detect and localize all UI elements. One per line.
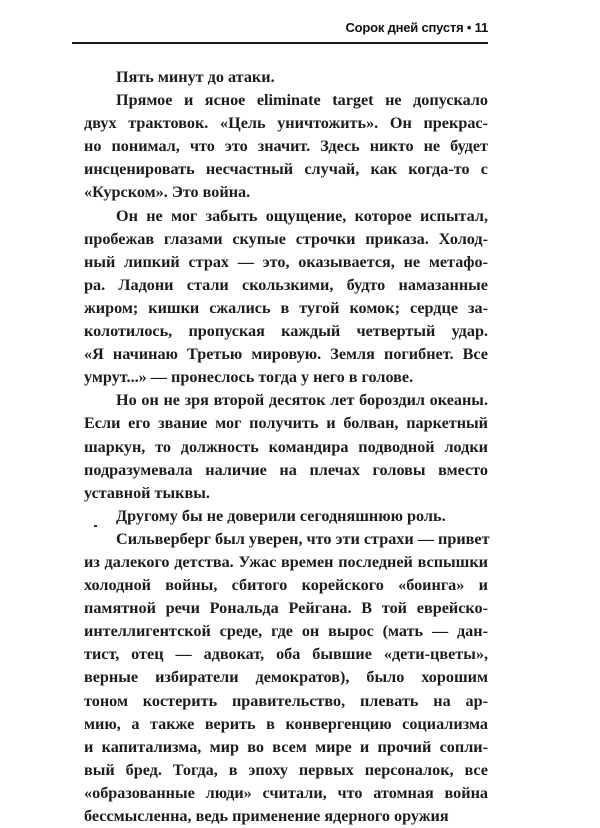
- text-line: «Курском». Это война.: [84, 183, 251, 202]
- text-line: памятной речи Рональда Рейгана. В той еврейско-: [84, 599, 488, 618]
- text-line: интеллигентской среде, где он вырос (мать — дан-: [84, 622, 488, 641]
- body-text: [84, 66, 488, 828]
- running-head-text: Сорок дней спустя • 11: [345, 20, 488, 35]
- text-line: холодной войны, сбитого корейского «боинга» и: [84, 576, 488, 595]
- text-line: шаркун, то должность командира подводной лодки: [84, 437, 488, 456]
- text-line: уставной тыквы.: [84, 483, 210, 502]
- text-line: Он не мог забыть ощущение, которое испытал,: [116, 206, 488, 225]
- text-line: двух трактовок. «Цель уничтожить». Он прекрас-: [84, 114, 488, 133]
- text-line: ра. Ладони стали скользкими, будто намазанные: [84, 275, 488, 294]
- text-line: «образованные люди» считали, что атомная война: [84, 783, 488, 802]
- text-line: тоном костерить правительство, плевать на ар-: [84, 691, 488, 710]
- text-line: подразумевала наличие на плечах головы вместо: [84, 460, 488, 479]
- text-line: и капитализма, мир во всем мире и прочий сопли-: [84, 737, 488, 756]
- text-line: Прямое и ясное eliminate target не допускало: [116, 91, 488, 110]
- text-line: Другому бы не доверили сегодняшнюю роль.: [116, 506, 446, 525]
- ink-mark: [94, 525, 97, 527]
- text-line: вый бред. Тогда, в эпоху первых персоналок, все: [84, 760, 488, 779]
- text-line: Пять минут до атаки.: [116, 68, 275, 86]
- text-line: Сильверберг был уверен, что эти страхи — привет: [116, 529, 490, 548]
- text-line: верные избиратели демократов), было хорошим: [84, 668, 488, 687]
- text-line: умрут...» — пронеслось тогда у него в голове.: [84, 368, 414, 387]
- text-line: колотилось, пропуская каждый четвертый удар.: [84, 322, 488, 341]
- text-line: из далекого детства. Ужас времен последней вспышки: [84, 552, 488, 571]
- text-line: «Я начинаю Третью мировую. Земля погибнет. Все: [84, 345, 488, 364]
- text-line: Но он не зря второй десяток лет бороздил океаны.: [116, 391, 488, 410]
- text-line: инсценировать несчастный случай, как когда-то с: [84, 160, 488, 179]
- text-line: жиром; кишки сжались в тугой комок; сердце за-: [84, 298, 488, 317]
- text-line: мию, а также верить в конвергенцию социализма: [84, 714, 488, 733]
- text-line: ный липкий страх — это, оказывается, не метафо-: [84, 252, 488, 271]
- text-line: Если его звание мог получить и болван, паркетный: [84, 414, 488, 433]
- text-line: пробежав глазами скупые строчки приказа. Холод-: [84, 229, 488, 248]
- running-head: [72, 20, 488, 44]
- text-line: бессмысленна, ведь применение ядерного оружия: [84, 807, 449, 825]
- text-line: тист, отец — адвокат, оба бывшие «дети-цветы»,: [84, 645, 488, 664]
- text-line: но понимал, что это значит. Здесь никто не будет: [84, 137, 488, 156]
